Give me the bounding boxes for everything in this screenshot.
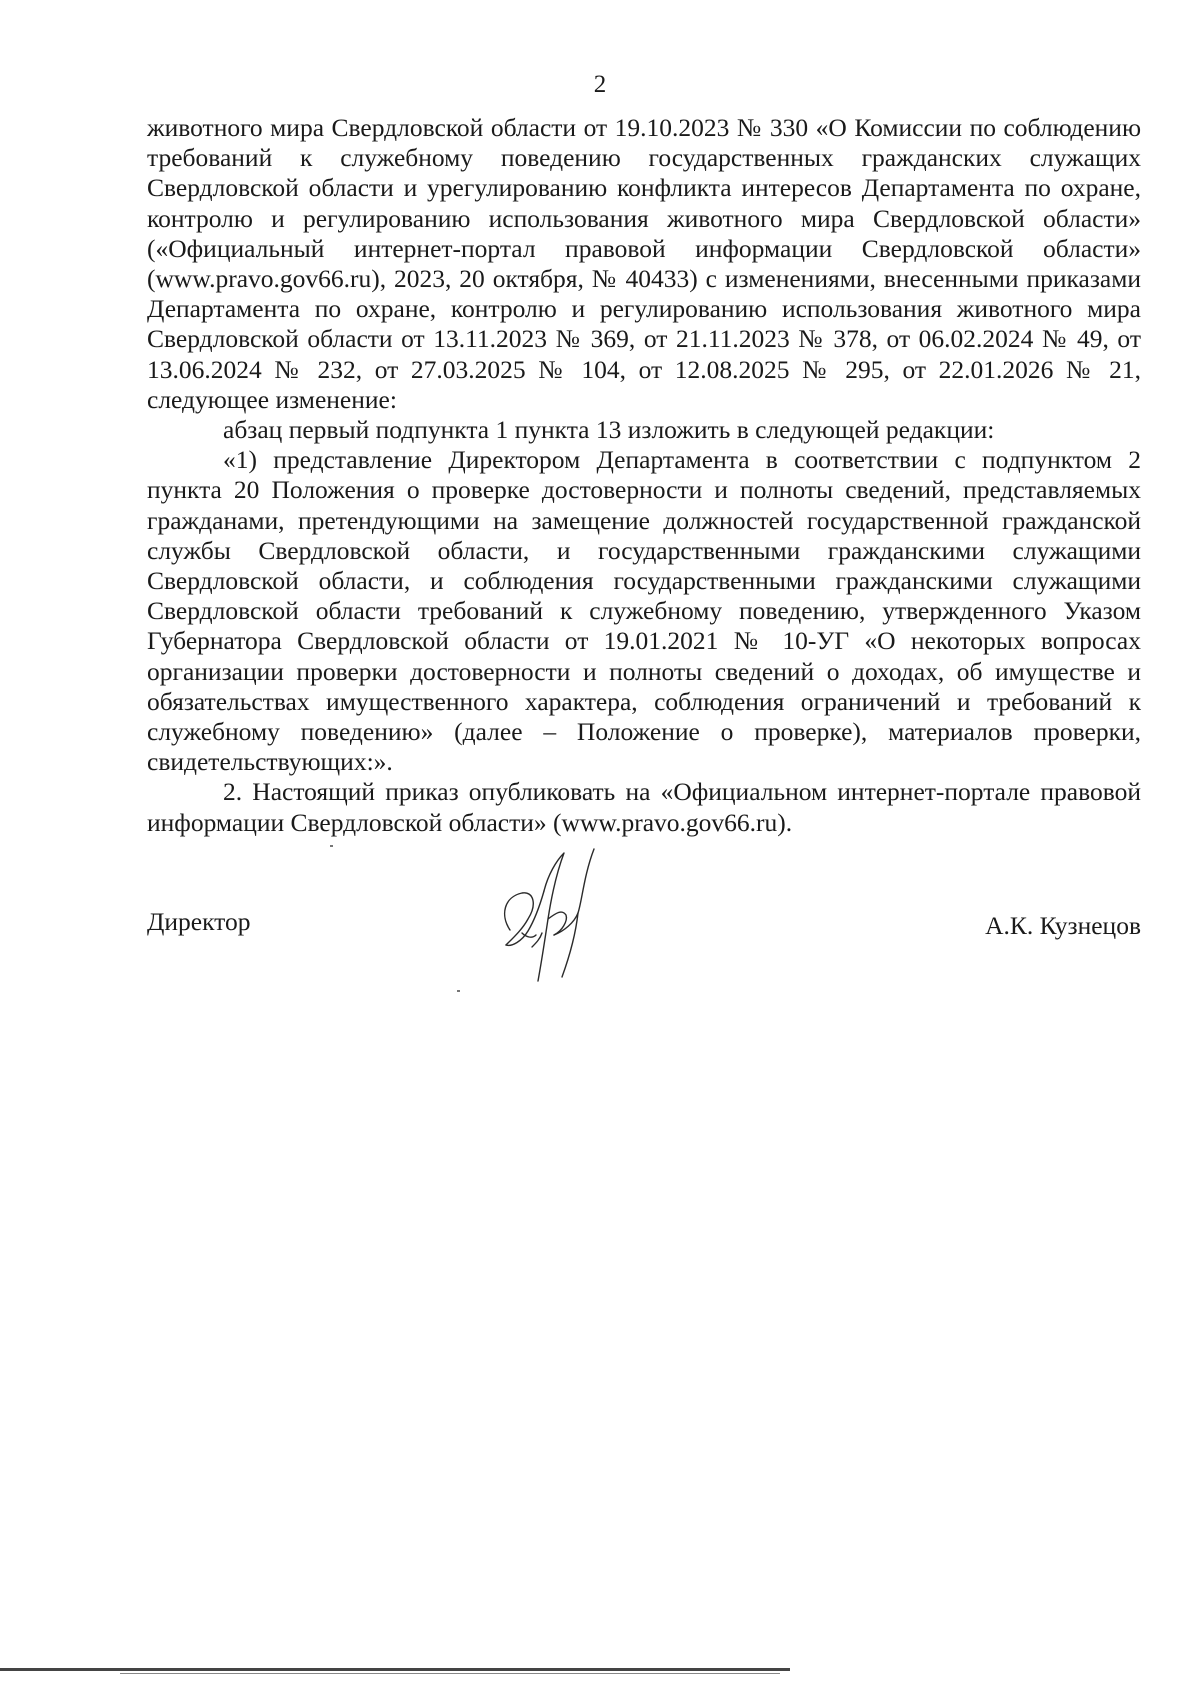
scan-edge-line-secondary [120,1673,780,1674]
scan-speck [330,845,333,847]
amendment-text: «1) представление Директором Департамента в соответствии с подпунктом 2 пункта 20 Положения о проверке достоверности и полноты сведений, представляемых гражданами, претендующими на замещение должностей государственной гражданской службы Свердловской области, и государственными гражданскими служащими Свердловской области, и соблюдения государственными гражданскими служащими Свердловской области требований к служебному поведению, утвержденного Указом Губернатора Свердловской области от 19.01.2021 № 10-УГ «О некоторых вопросах организации проверки достоверности и полноты сведений о доходах, об имуществе и обязательствах имущественного характера, соблюдения ограничений и требований к служебному поведению» (далее – Положение о проверке), материалов проверки, свидетельствующих:». [147,445,1141,777]
amendment-instruction: абзац первый подпункта 1 пункта 13 изложить в следующей редакции: [223,415,995,445]
signatory-name: А.К. Кузнецов [985,911,1141,940]
scan-edge-line [0,1668,790,1671]
page-number: 2 [593,71,607,98]
signature-block [147,895,1141,1045]
intro-paragraph: животного мира Свердловской области от 19.10.2023 № 330 «О Комиссии по соблюдению требований к служебному поведению государственных гражданских служащих Свердловской области и урегулированию конфликта интересов Департамента по охране, контролю и регулированию использования животного мира Свердловской области» («Официальный интернет-портал правовой информации Свердловской области» (www.pravo.gov66.ru), 2023, 20 октября, № 40433) с изменениями, внесенными приказами Департамента по охране, контролю и регулированию использования животного мира Свердловской области от 13.11.2023 № 369, от 21.11.2023 № 378, от 06.02.2024 № 49, от 13.06.2024 № 232, от 27.03.2025 № 104, от 12.08.2025 № 295, от 22.01.2026 № 21, следующее изменение: [147,113,1141,414]
handwritten-signature [482,835,612,995]
scan-speck [457,990,460,992]
item-2-publication: 2. Настоящий приказ опубликовать на «Официальном интернет-портале правовой информации Свердловской области» (www.pravo.gov66.ru). [147,777,1141,837]
signatory-position: Директор [147,907,251,936]
document-body [147,113,1141,838]
